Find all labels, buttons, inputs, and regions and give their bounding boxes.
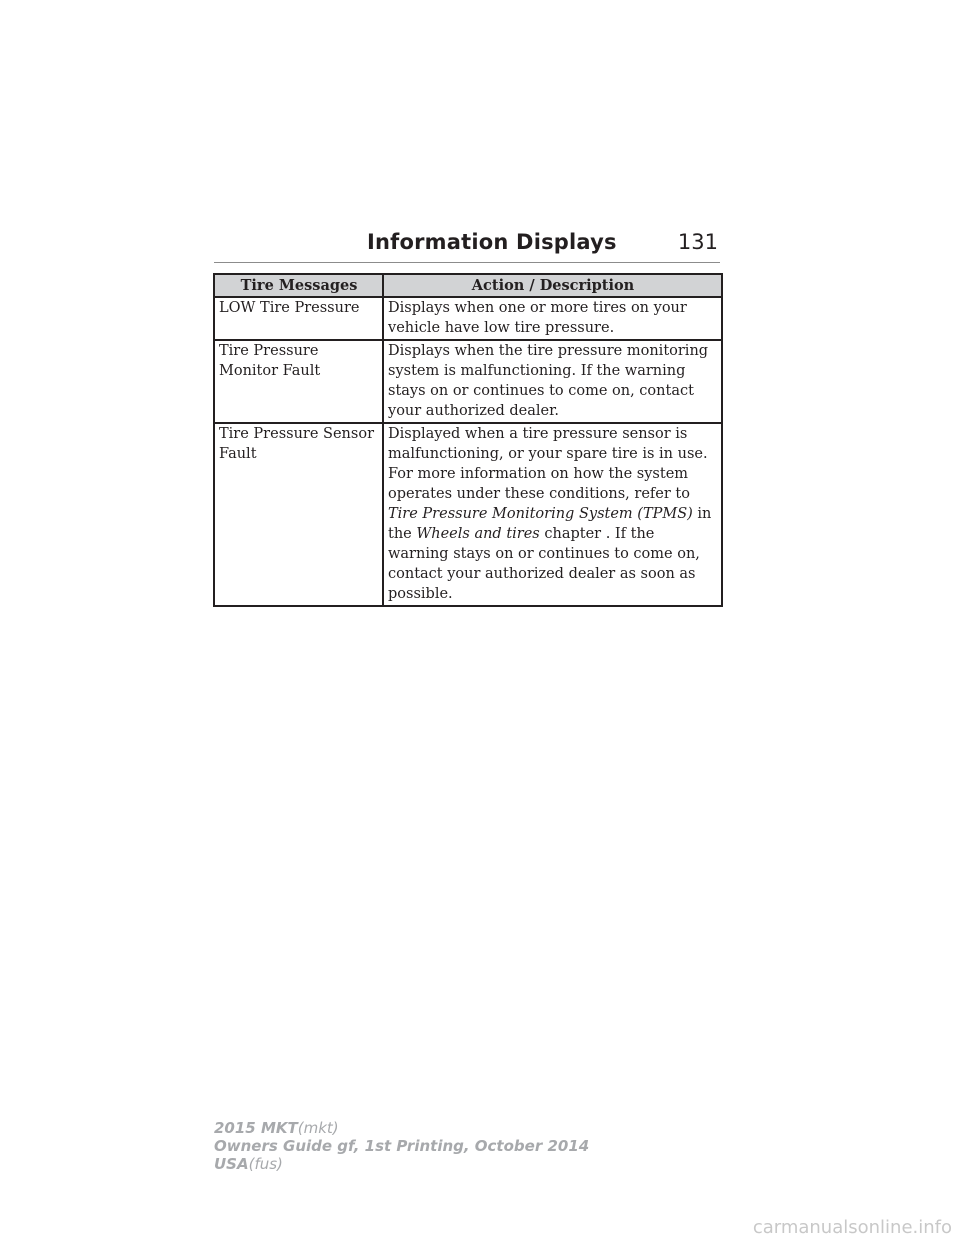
message-cell: Tire Pressure Sensor Fault	[214, 423, 383, 606]
page-number: 131	[677, 230, 718, 254]
footer-model: 2015 MKT	[214, 1119, 298, 1137]
table-row	[214, 423, 722, 606]
table-row	[214, 340, 722, 423]
column-header-description: Action / Description	[383, 274, 722, 297]
description-text: Displayed when a tire pressure sensor is malfunctioning, or your spare tire is in use. For more information on how the system operates under these conditions, refer to	[388, 426, 708, 502]
description-text: chapter . If the warning stays on or continues to come on, contact your authorized dealer as soon as possible.	[388, 526, 700, 602]
description-text: in the	[388, 506, 712, 542]
footer-printing-line: Owners Guide gf, 1st Printing, October 2014	[214, 1137, 590, 1155]
tpms-reference: Tire Pressure Monitoring System (TPMS)	[388, 506, 693, 522]
message-cell: Tire Pressure Monitor Fault	[214, 340, 383, 423]
chapter-reference: Wheels and tires	[416, 526, 540, 542]
tire-messages-table	[213, 273, 723, 607]
description-cell	[383, 423, 722, 606]
footer-market: USA	[214, 1155, 249, 1173]
section-title: Information Displays	[367, 230, 617, 254]
page-header	[214, 228, 720, 263]
description-cell: Displays when the tire pressure monitoring system is malfunctioning. If the warning stays on or continues to come on, contact your authorized dealer.	[383, 340, 722, 423]
footer-market-code: (fus)	[248, 1155, 283, 1173]
watermark: carmanualsonline.info	[752, 1217, 952, 1238]
table-header-row	[214, 274, 722, 297]
column-header-messages: Tire Messages	[214, 274, 383, 297]
footer-model-code: (mkt)	[297, 1119, 339, 1137]
message-cell: LOW Tire Pressure	[214, 297, 383, 340]
description-cell: Displays when one or more tires on your vehicle have low tire pressure.	[383, 297, 722, 340]
footer-market-line	[214, 1155, 589, 1173]
page-footer	[214, 1119, 589, 1173]
table-row	[214, 297, 722, 340]
footer-model-line	[214, 1119, 589, 1137]
